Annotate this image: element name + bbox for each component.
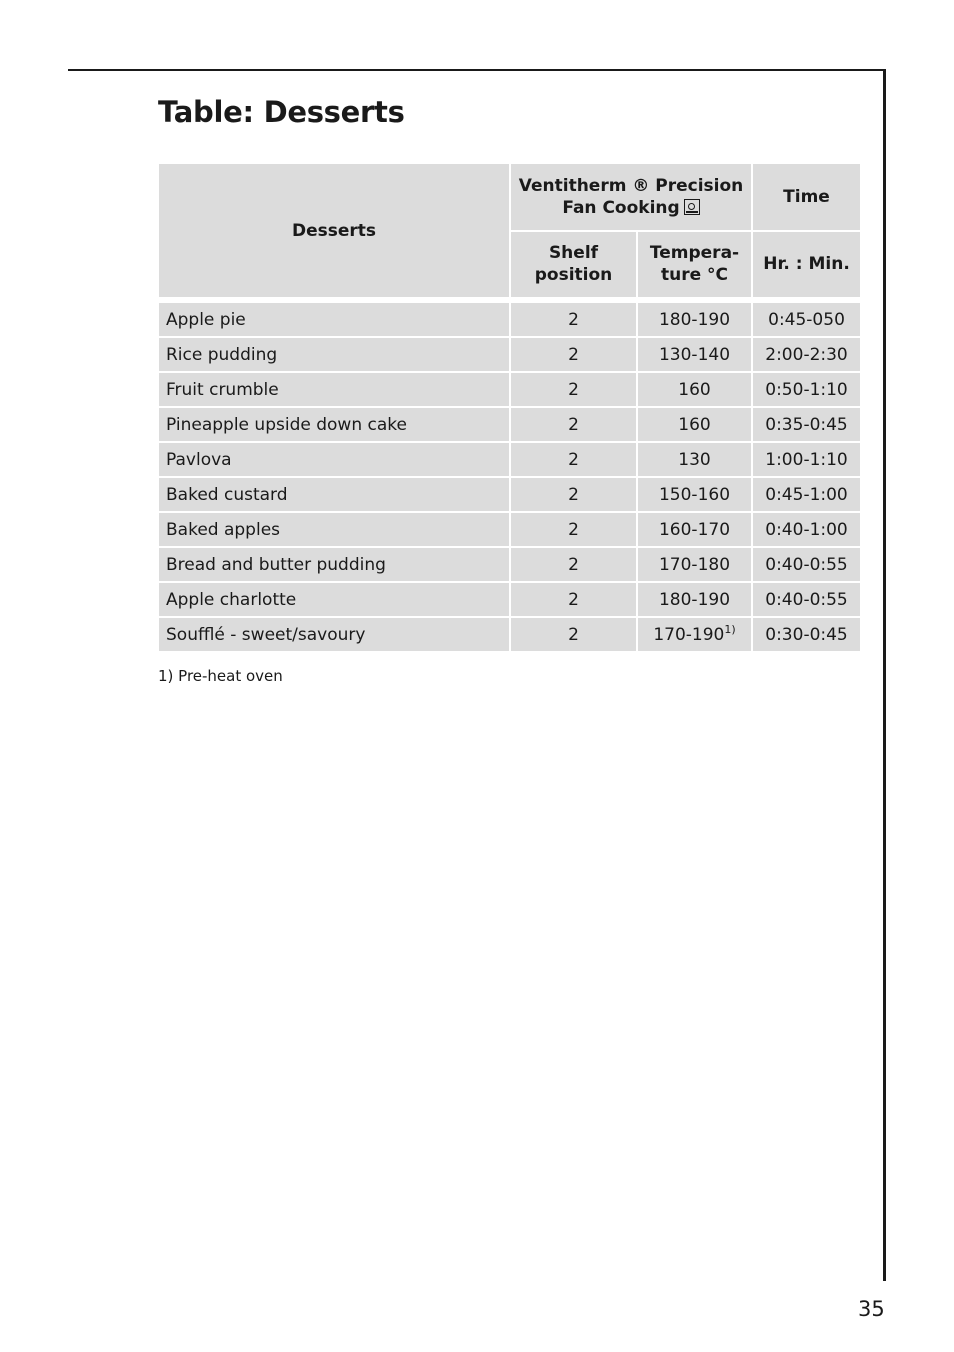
cooking-time: 0:40-0:55 <box>753 583 860 616</box>
cooking-time: 1:00-1:10 <box>753 443 860 476</box>
temperature-value: 180-190 <box>658 309 731 330</box>
temperature <box>638 443 751 476</box>
shelf-position: 2 <box>511 408 636 441</box>
dessert-name: Baked custard <box>159 478 509 511</box>
fan-cooking-icon <box>684 199 700 215</box>
dessert-name: Pavlova <box>159 443 509 476</box>
dessert-name: Rice pudding <box>159 338 509 371</box>
temperature <box>638 548 751 581</box>
temperature <box>638 338 751 371</box>
table-row <box>159 618 860 651</box>
shelf-position: 2 <box>511 299 636 336</box>
dessert-name: Soufflé - sweet/savoury <box>159 618 509 651</box>
header-temperature <box>638 232 751 298</box>
temperature-value: 170-190 <box>653 624 725 645</box>
table-row <box>159 513 860 546</box>
cooking-time: 0:40-1:00 <box>753 513 860 546</box>
shelf-position: 2 <box>511 548 636 581</box>
temperature <box>638 583 751 616</box>
table-row <box>159 299 860 336</box>
temperature <box>638 478 751 511</box>
header-fan-cooking-line1: Ventitherm ® Precision <box>518 175 744 196</box>
dessert-name: Fruit crumble <box>159 373 509 406</box>
temperature <box>638 373 751 406</box>
table-row <box>159 408 860 441</box>
header-temp-line2: ture °C <box>660 265 729 286</box>
page-title: Table: Desserts <box>158 95 405 129</box>
header-fan-cooking <box>511 164 751 230</box>
header-time: Time <box>753 164 860 230</box>
page-number: 35 <box>858 1297 885 1321</box>
shelf-position: 2 <box>511 443 636 476</box>
cooking-time: 0:45-1:00 <box>753 478 860 511</box>
cooking-time: 0:35-0:45 <box>753 408 860 441</box>
header-shelf-position <box>511 232 636 298</box>
cooking-time: 0:50-1:10 <box>753 373 860 406</box>
dessert-name: Apple pie <box>159 299 509 336</box>
header-temp-line1: Tempera- <box>649 243 740 264</box>
header-hr-min: Hr. : Min. <box>753 232 860 298</box>
temperature-footnote-marker: 1) <box>724 622 736 636</box>
dessert-name: Bread and butter pudding <box>159 548 509 581</box>
temperature-value: 160-170 <box>658 519 731 540</box>
shelf-position: 2 <box>511 338 636 371</box>
dessert-name: Baked apples <box>159 513 509 546</box>
cooking-time: 0:45-050 <box>753 299 860 336</box>
header-shelf-line2: position <box>534 265 613 286</box>
temperature-value: 180-190 <box>658 589 731 610</box>
table-row <box>159 338 860 371</box>
temperature <box>638 618 751 651</box>
temperature <box>638 299 751 336</box>
shelf-position: 2 <box>511 618 636 651</box>
header-fan-cooking-line2: Fan Cooking <box>562 197 680 218</box>
cooking-time: 0:40-0:55 <box>753 548 860 581</box>
temperature-value: 160 <box>678 379 711 400</box>
dessert-name: Pineapple upside down cake <box>159 408 509 441</box>
table-row <box>159 583 860 616</box>
table-row <box>159 478 860 511</box>
temperature-value: 150-160 <box>658 484 731 505</box>
temperature-value: 160 <box>678 414 711 435</box>
shelf-position: 2 <box>511 583 636 616</box>
table-row <box>159 373 860 406</box>
cooking-time: 0:30-0:45 <box>753 618 860 651</box>
top-rule <box>68 69 886 71</box>
shelf-position: 2 <box>511 373 636 406</box>
dessert-name: Apple charlotte <box>159 583 509 616</box>
shelf-position: 2 <box>511 478 636 511</box>
table-row <box>159 443 860 476</box>
side-rule <box>883 69 886 1281</box>
table-row <box>159 548 860 581</box>
cooking-time: 2:00-2:30 <box>753 338 860 371</box>
temperature-value: 130-140 <box>658 344 731 365</box>
header-desserts: Desserts <box>159 164 509 297</box>
temperature-value: 170-180 <box>658 554 731 575</box>
temperature <box>638 408 751 441</box>
temperature-value: 130 <box>678 449 711 470</box>
footnote: 1) Pre-heat oven <box>158 667 283 685</box>
desserts-table <box>157 162 862 653</box>
header-shelf-line1: Shelf <box>548 243 599 264</box>
shelf-position: 2 <box>511 513 636 546</box>
temperature <box>638 513 751 546</box>
